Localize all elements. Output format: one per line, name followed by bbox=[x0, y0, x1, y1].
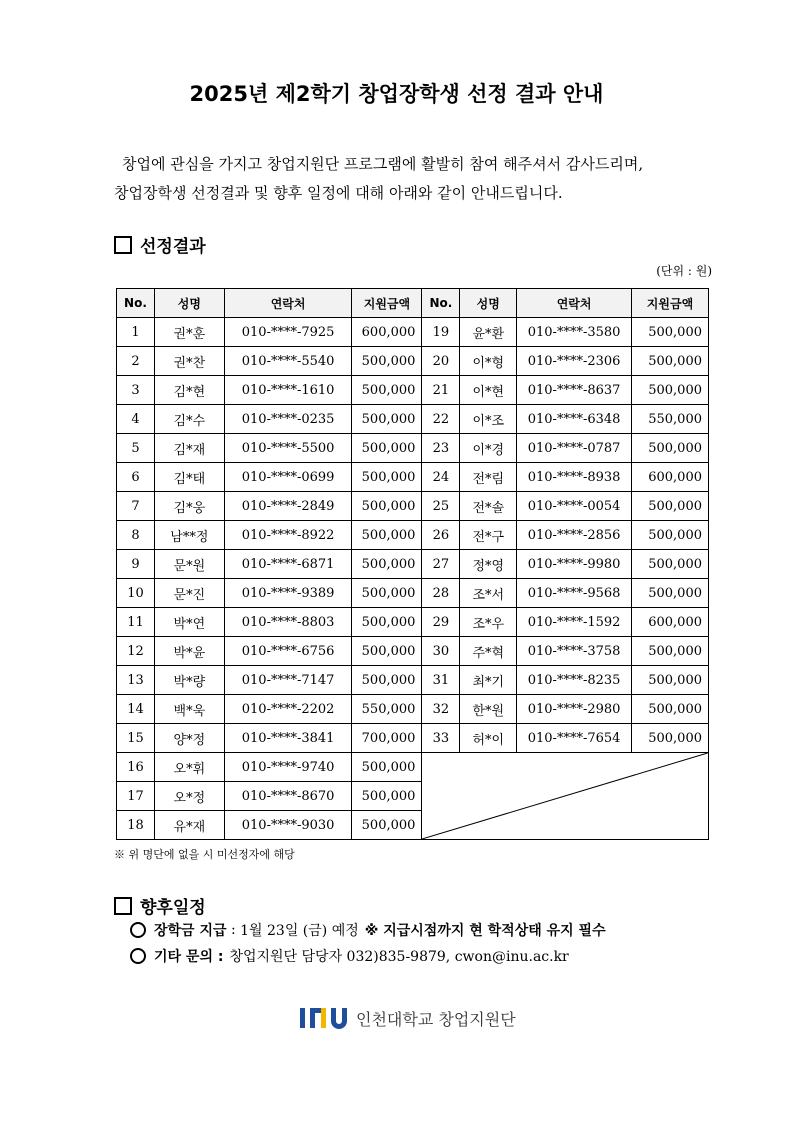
cell-amount: 700,000 bbox=[352, 724, 422, 753]
cell-amount: 500,000 bbox=[631, 376, 708, 405]
cell-name: 한*원 bbox=[460, 695, 517, 724]
cell-no: 25 bbox=[422, 492, 460, 521]
page-title: 2025년 제2학기 창업장학생 선정 결과 안내 bbox=[189, 82, 604, 106]
cell-amount: 500,000 bbox=[352, 463, 422, 492]
header-name: 성명 bbox=[154, 289, 224, 318]
table-row bbox=[117, 608, 709, 637]
contact-label: 기타 문의 : bbox=[154, 949, 224, 965]
cell-no: 20 bbox=[422, 347, 460, 376]
cell-name: 남**정 bbox=[154, 521, 224, 550]
cell-no: 1 bbox=[117, 318, 155, 347]
payment-separator: : bbox=[226, 922, 241, 938]
cell-no: 8 bbox=[117, 521, 155, 550]
square-bullet-icon bbox=[114, 236, 132, 254]
cell-phone: 010-****-3841 bbox=[224, 724, 352, 753]
cell-amount: 550,000 bbox=[631, 405, 708, 434]
table-row bbox=[117, 492, 709, 521]
cell-amount: 500,000 bbox=[352, 405, 422, 434]
cell-amount: 500,000 bbox=[631, 347, 708, 376]
cell-name: 주*혁 bbox=[460, 637, 517, 666]
cell-name: 조*서 bbox=[460, 579, 517, 608]
cell-no: 27 bbox=[422, 550, 460, 579]
cell-amount: 500,000 bbox=[352, 550, 422, 579]
cell-name: 최*기 bbox=[460, 666, 517, 695]
cell-no: 33 bbox=[422, 724, 460, 753]
cell-name: 전*솔 bbox=[460, 492, 517, 521]
cell-no: 29 bbox=[422, 608, 460, 637]
cell-phone: 010-****-8803 bbox=[224, 608, 352, 637]
cell-amount: 500,000 bbox=[352, 666, 422, 695]
square-bullet-icon bbox=[114, 897, 132, 915]
cell-name: 박*윤 bbox=[154, 637, 224, 666]
cell-name: 권*훈 bbox=[154, 318, 224, 347]
header-no: No. bbox=[422, 289, 460, 318]
table-row bbox=[117, 521, 709, 550]
cell-amount: 500,000 bbox=[631, 318, 708, 347]
cell-name: 조*우 bbox=[460, 608, 517, 637]
cell-no: 26 bbox=[422, 521, 460, 550]
selection-table bbox=[116, 288, 709, 840]
cell-amount: 600,000 bbox=[352, 318, 422, 347]
cell-phone: 010-****-1592 bbox=[517, 608, 632, 637]
cell-amount: 500,000 bbox=[631, 492, 708, 521]
diagonal-line bbox=[422, 753, 708, 839]
cell-amount: 500,000 bbox=[631, 434, 708, 463]
cell-phone: 010-****-9389 bbox=[224, 579, 352, 608]
table-row bbox=[117, 318, 709, 347]
cell-phone: 010-****-9740 bbox=[224, 753, 352, 782]
cell-amount: 500,000 bbox=[352, 753, 422, 782]
header-phone: 연락처 bbox=[224, 289, 352, 318]
cell-no: 23 bbox=[422, 434, 460, 463]
cell-amount: 600,000 bbox=[631, 463, 708, 492]
cell-no: 21 bbox=[422, 376, 460, 405]
table-header-row bbox=[117, 289, 709, 318]
cell-name: 권*찬 bbox=[154, 347, 224, 376]
cell-amount: 500,000 bbox=[631, 724, 708, 753]
cell-no: 11 bbox=[117, 608, 155, 637]
cell-phone: 010-****-8670 bbox=[224, 782, 352, 811]
cell-name: 전*구 bbox=[460, 521, 517, 550]
cell-name: 김*웅 bbox=[154, 492, 224, 521]
cell-amount: 500,000 bbox=[352, 376, 422, 405]
cell-name: 정*영 bbox=[460, 550, 517, 579]
cell-name: 김*재 bbox=[154, 434, 224, 463]
cell-amount: 500,000 bbox=[352, 811, 422, 840]
cell-phone: 010-****-6871 bbox=[224, 550, 352, 579]
cell-name: 이*현 bbox=[460, 376, 517, 405]
footnote: ※ 위 명단에 없을 시 미선정자에 해당 bbox=[114, 848, 295, 861]
cell-phone: 010-****-9568 bbox=[517, 579, 632, 608]
cell-phone: 010-****-2202 bbox=[224, 695, 352, 724]
cell-amount: 500,000 bbox=[631, 637, 708, 666]
cell-no: 28 bbox=[422, 579, 460, 608]
cell-amount: 500,000 bbox=[631, 521, 708, 550]
cell-phone: 010-****-2306 bbox=[517, 347, 632, 376]
section-selection-heading bbox=[114, 232, 206, 257]
cell-name: 오*정 bbox=[154, 782, 224, 811]
cell-phone: 010-****-8235 bbox=[517, 666, 632, 695]
cell-phone: 010-****-8938 bbox=[517, 463, 632, 492]
cell-amount: 500,000 bbox=[352, 434, 422, 463]
cell-no: 14 bbox=[117, 695, 155, 724]
cell-name: 박*연 bbox=[154, 608, 224, 637]
cell-name: 전*림 bbox=[460, 463, 517, 492]
cell-no: 9 bbox=[117, 550, 155, 579]
header-phone: 연락처 bbox=[517, 289, 632, 318]
table-row bbox=[117, 666, 709, 695]
cell-amount: 500,000 bbox=[352, 492, 422, 521]
cell-amount: 550,000 bbox=[352, 695, 422, 724]
cell-name: 이*조 bbox=[460, 405, 517, 434]
cell-phone: 010-****-5540 bbox=[224, 347, 352, 376]
cell-no: 2 bbox=[117, 347, 155, 376]
header-amount: 지원금액 bbox=[631, 289, 708, 318]
cell-no: 13 bbox=[117, 666, 155, 695]
cell-phone: 010-****-7925 bbox=[224, 318, 352, 347]
cell-name: 이*경 bbox=[460, 434, 517, 463]
cell-phone: 010-****-3580 bbox=[517, 318, 632, 347]
empty-cell-diagonal bbox=[422, 753, 709, 840]
cell-no: 6 bbox=[117, 463, 155, 492]
cell-phone: 010-****-2849 bbox=[224, 492, 352, 521]
cell-no: 32 bbox=[422, 695, 460, 724]
header-no: No. bbox=[117, 289, 155, 318]
cell-name: 이*형 bbox=[460, 347, 517, 376]
cell-amount: 500,000 bbox=[352, 637, 422, 666]
cell-phone: 010-****-0699 bbox=[224, 463, 352, 492]
table-row bbox=[117, 347, 709, 376]
cell-no: 7 bbox=[117, 492, 155, 521]
cell-phone: 010-****-8922 bbox=[224, 521, 352, 550]
cell-no: 19 bbox=[422, 318, 460, 347]
cell-amount: 500,000 bbox=[631, 579, 708, 608]
logo-text: 인천대학교 창업지원단 bbox=[356, 1009, 516, 1029]
inu-logo-icon bbox=[298, 1005, 350, 1031]
cell-name: 유*재 bbox=[154, 811, 224, 840]
cell-amount: 500,000 bbox=[631, 550, 708, 579]
cell-amount: 500,000 bbox=[352, 782, 422, 811]
intro-paragraph bbox=[114, 150, 714, 208]
cell-phone: 010-****-0054 bbox=[517, 492, 632, 521]
intro-line-1: 창업에 관심을 가지고 창업지원단 프로그램에 활발히 참여 해주셔서 감사드리며, bbox=[122, 155, 644, 173]
cell-no: 22 bbox=[422, 405, 460, 434]
cell-phone: 010-****-6756 bbox=[224, 637, 352, 666]
university-logo bbox=[298, 1005, 516, 1031]
cell-no: 12 bbox=[117, 637, 155, 666]
cell-no: 4 bbox=[117, 405, 155, 434]
header-amount: 지원금액 bbox=[352, 289, 422, 318]
cell-amount: 500,000 bbox=[352, 521, 422, 550]
section-selection-label: 선정결과 bbox=[140, 237, 206, 257]
cell-phone: 010-****-1610 bbox=[224, 376, 352, 405]
cell-amount: 500,000 bbox=[352, 579, 422, 608]
cell-no: 17 bbox=[117, 782, 155, 811]
cell-no: 16 bbox=[117, 753, 155, 782]
cell-no: 30 bbox=[422, 637, 460, 666]
cell-amount: 600,000 bbox=[631, 608, 708, 637]
cell-no: 3 bbox=[117, 376, 155, 405]
cell-name: 양*정 bbox=[154, 724, 224, 753]
section-schedule-heading bbox=[114, 893, 206, 918]
cell-name: 김*태 bbox=[154, 463, 224, 492]
cell-name: 허*이 bbox=[460, 724, 517, 753]
table-row bbox=[117, 376, 709, 405]
cell-name: 김*수 bbox=[154, 405, 224, 434]
cell-phone: 010-****-6348 bbox=[517, 405, 632, 434]
table-row bbox=[117, 405, 709, 434]
cell-phone: 010-****-3758 bbox=[517, 637, 632, 666]
cell-no: 24 bbox=[422, 463, 460, 492]
cell-name: 박*량 bbox=[154, 666, 224, 695]
cell-name: 문*원 bbox=[154, 550, 224, 579]
unit-label: (단위 : 원) bbox=[656, 264, 712, 278]
payment-label: 장학금 지급 bbox=[154, 923, 227, 939]
header-name: 성명 bbox=[460, 289, 517, 318]
table-row bbox=[117, 550, 709, 579]
cell-phone: 010-****-0787 bbox=[517, 434, 632, 463]
cell-phone: 010-****-8637 bbox=[517, 376, 632, 405]
table-row bbox=[117, 724, 709, 753]
cell-phone: 010-****-0235 bbox=[224, 405, 352, 434]
circle-bullet-icon bbox=[130, 922, 146, 938]
table-row bbox=[117, 637, 709, 666]
cell-amount: 500,000 bbox=[631, 666, 708, 695]
cell-phone: 010-****-7147 bbox=[224, 666, 352, 695]
cell-name: 문*진 bbox=[154, 579, 224, 608]
cell-phone: 010-****-9030 bbox=[224, 811, 352, 840]
cell-amount: 500,000 bbox=[352, 608, 422, 637]
cell-phone: 010-****-2856 bbox=[517, 521, 632, 550]
contact-text: 창업지원단 담당자 032)835-9879, cwon@inu.ac.kr bbox=[229, 949, 569, 965]
table-row bbox=[117, 463, 709, 492]
schedule-item-contact bbox=[130, 946, 569, 966]
cell-name: 김*현 bbox=[154, 376, 224, 405]
cell-no: 18 bbox=[117, 811, 155, 840]
cell-phone: 010-****-2980 bbox=[517, 695, 632, 724]
cell-phone: 010-****-7654 bbox=[517, 724, 632, 753]
table-row bbox=[117, 695, 709, 724]
section-schedule-label: 향후일정 bbox=[140, 898, 206, 918]
payment-warning: ※ 지급시점까지 현 학적상태 유지 필수 bbox=[364, 923, 606, 939]
cell-name: 윤*환 bbox=[460, 318, 517, 347]
circle-bullet-icon bbox=[130, 948, 146, 964]
cell-no: 15 bbox=[117, 724, 155, 753]
payment-date: 1월 23일 (금) 예정 bbox=[240, 923, 359, 939]
cell-name: 백*욱 bbox=[154, 695, 224, 724]
cell-amount: 500,000 bbox=[631, 695, 708, 724]
cell-no: 5 bbox=[117, 434, 155, 463]
intro-line-2: 창업장학생 선정결과 및 향후 일정에 대해 아래와 같이 안내드립니다. bbox=[114, 184, 563, 202]
table-row bbox=[117, 753, 709, 782]
table-row bbox=[117, 579, 709, 608]
schedule-item-payment bbox=[130, 920, 606, 940]
table-row bbox=[117, 434, 709, 463]
cell-name: 오*휘 bbox=[154, 753, 224, 782]
cell-no: 10 bbox=[117, 579, 155, 608]
cell-phone: 010-****-9980 bbox=[517, 550, 632, 579]
cell-no: 31 bbox=[422, 666, 460, 695]
cell-amount: 500,000 bbox=[352, 347, 422, 376]
cell-phone: 010-****-5500 bbox=[224, 434, 352, 463]
